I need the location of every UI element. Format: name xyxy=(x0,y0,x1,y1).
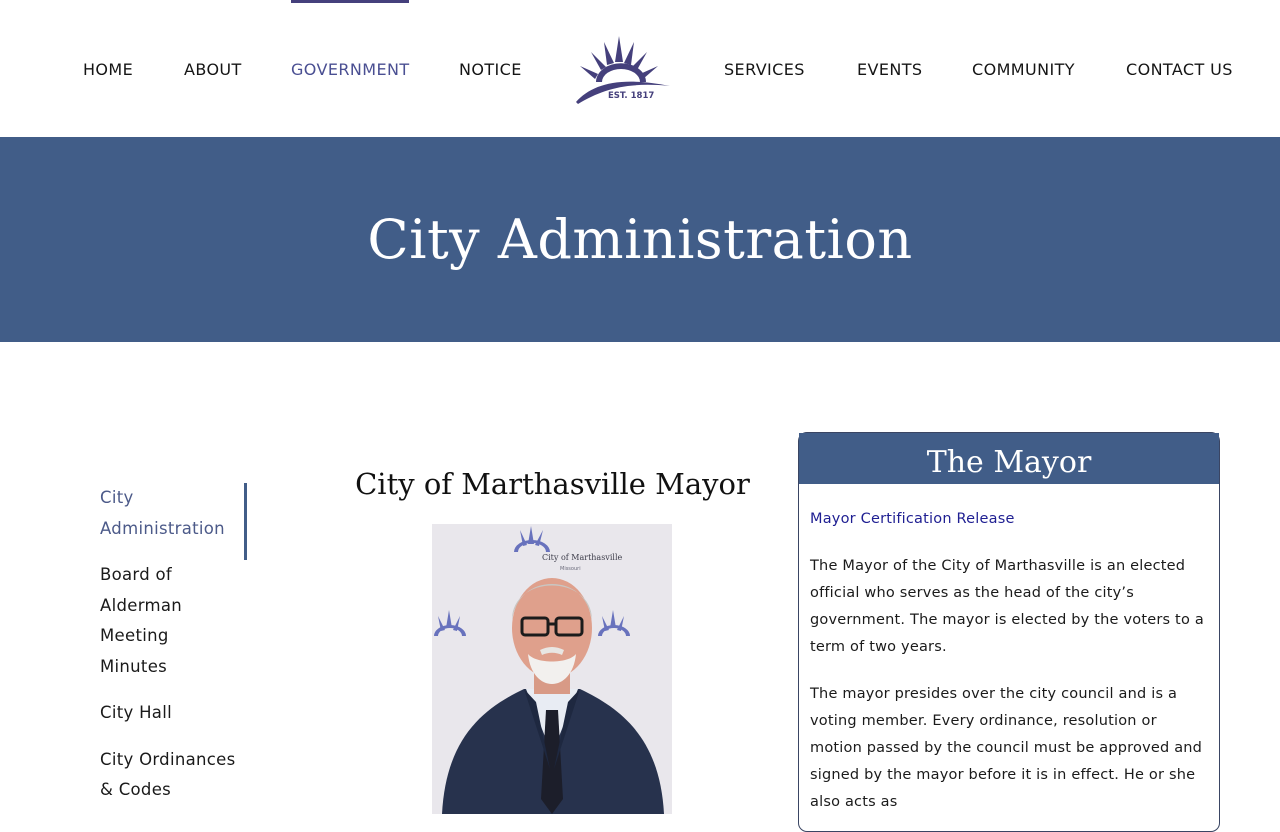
nav-notice[interactable]: NOTICE xyxy=(459,60,522,79)
nav-community[interactable]: COMMUNITY xyxy=(972,60,1075,79)
nav-home[interactable]: HOME xyxy=(83,60,134,79)
svg-text:EST. 1817: EST. 1817 xyxy=(608,91,655,101)
nav-active-indicator xyxy=(291,0,409,3)
sidebar-nav xyxy=(100,483,260,822)
svg-text:City of Marthasville: City of Marthasville xyxy=(542,553,623,562)
page-title: City Administration xyxy=(367,208,913,271)
mayor-heading: City of Marthasville Mayor xyxy=(355,467,750,501)
card-body xyxy=(799,484,1219,816)
mayor-portrait-image xyxy=(432,524,672,814)
sidebar-item-board-of-alderman-minutes[interactable]: Board of Alderman Meeting Minutes xyxy=(100,565,183,676)
sidebar-item-city-ordinances[interactable]: City Ordinances & Codes xyxy=(100,749,236,799)
nav-government[interactable]: GOVERNMENT xyxy=(291,60,410,79)
card-title: The Mayor xyxy=(799,433,1219,484)
nav-events[interactable]: EVENTS xyxy=(857,60,923,79)
card-paragraph-1: The Mayor of the City of Marthasville is an elected official who serves as the head of the city’s government. The mayor is elected by the voters to a term of two years. xyxy=(810,558,1204,655)
nav-about[interactable]: ABOUT xyxy=(184,60,242,79)
sidebar-item-city-hall[interactable]: City Hall xyxy=(100,703,172,722)
svg-text:Missouri: Missouri xyxy=(560,566,581,572)
site-logo[interactable] xyxy=(570,32,676,106)
mayor-photo xyxy=(432,524,672,814)
page-hero xyxy=(0,137,1280,342)
nav-contact-us[interactable]: CONTACT US xyxy=(1126,60,1233,79)
sunrise-logo-icon xyxy=(570,32,676,106)
nav-services[interactable]: SERVICES xyxy=(724,60,805,79)
card-paragraph-2: The mayor presides over the city council and is a voting member. Every ordinance, resolution or motion passed by the council must be approved and signed by the mayor before it is in effect. He or she also acts as xyxy=(810,686,1203,810)
mayor-certification-link[interactable]: Mayor Certification Release xyxy=(810,511,1015,527)
sidebar-item-city-administration[interactable]: City Administration xyxy=(100,483,247,544)
mayor-info-card xyxy=(798,432,1220,832)
site-header xyxy=(0,0,1280,137)
